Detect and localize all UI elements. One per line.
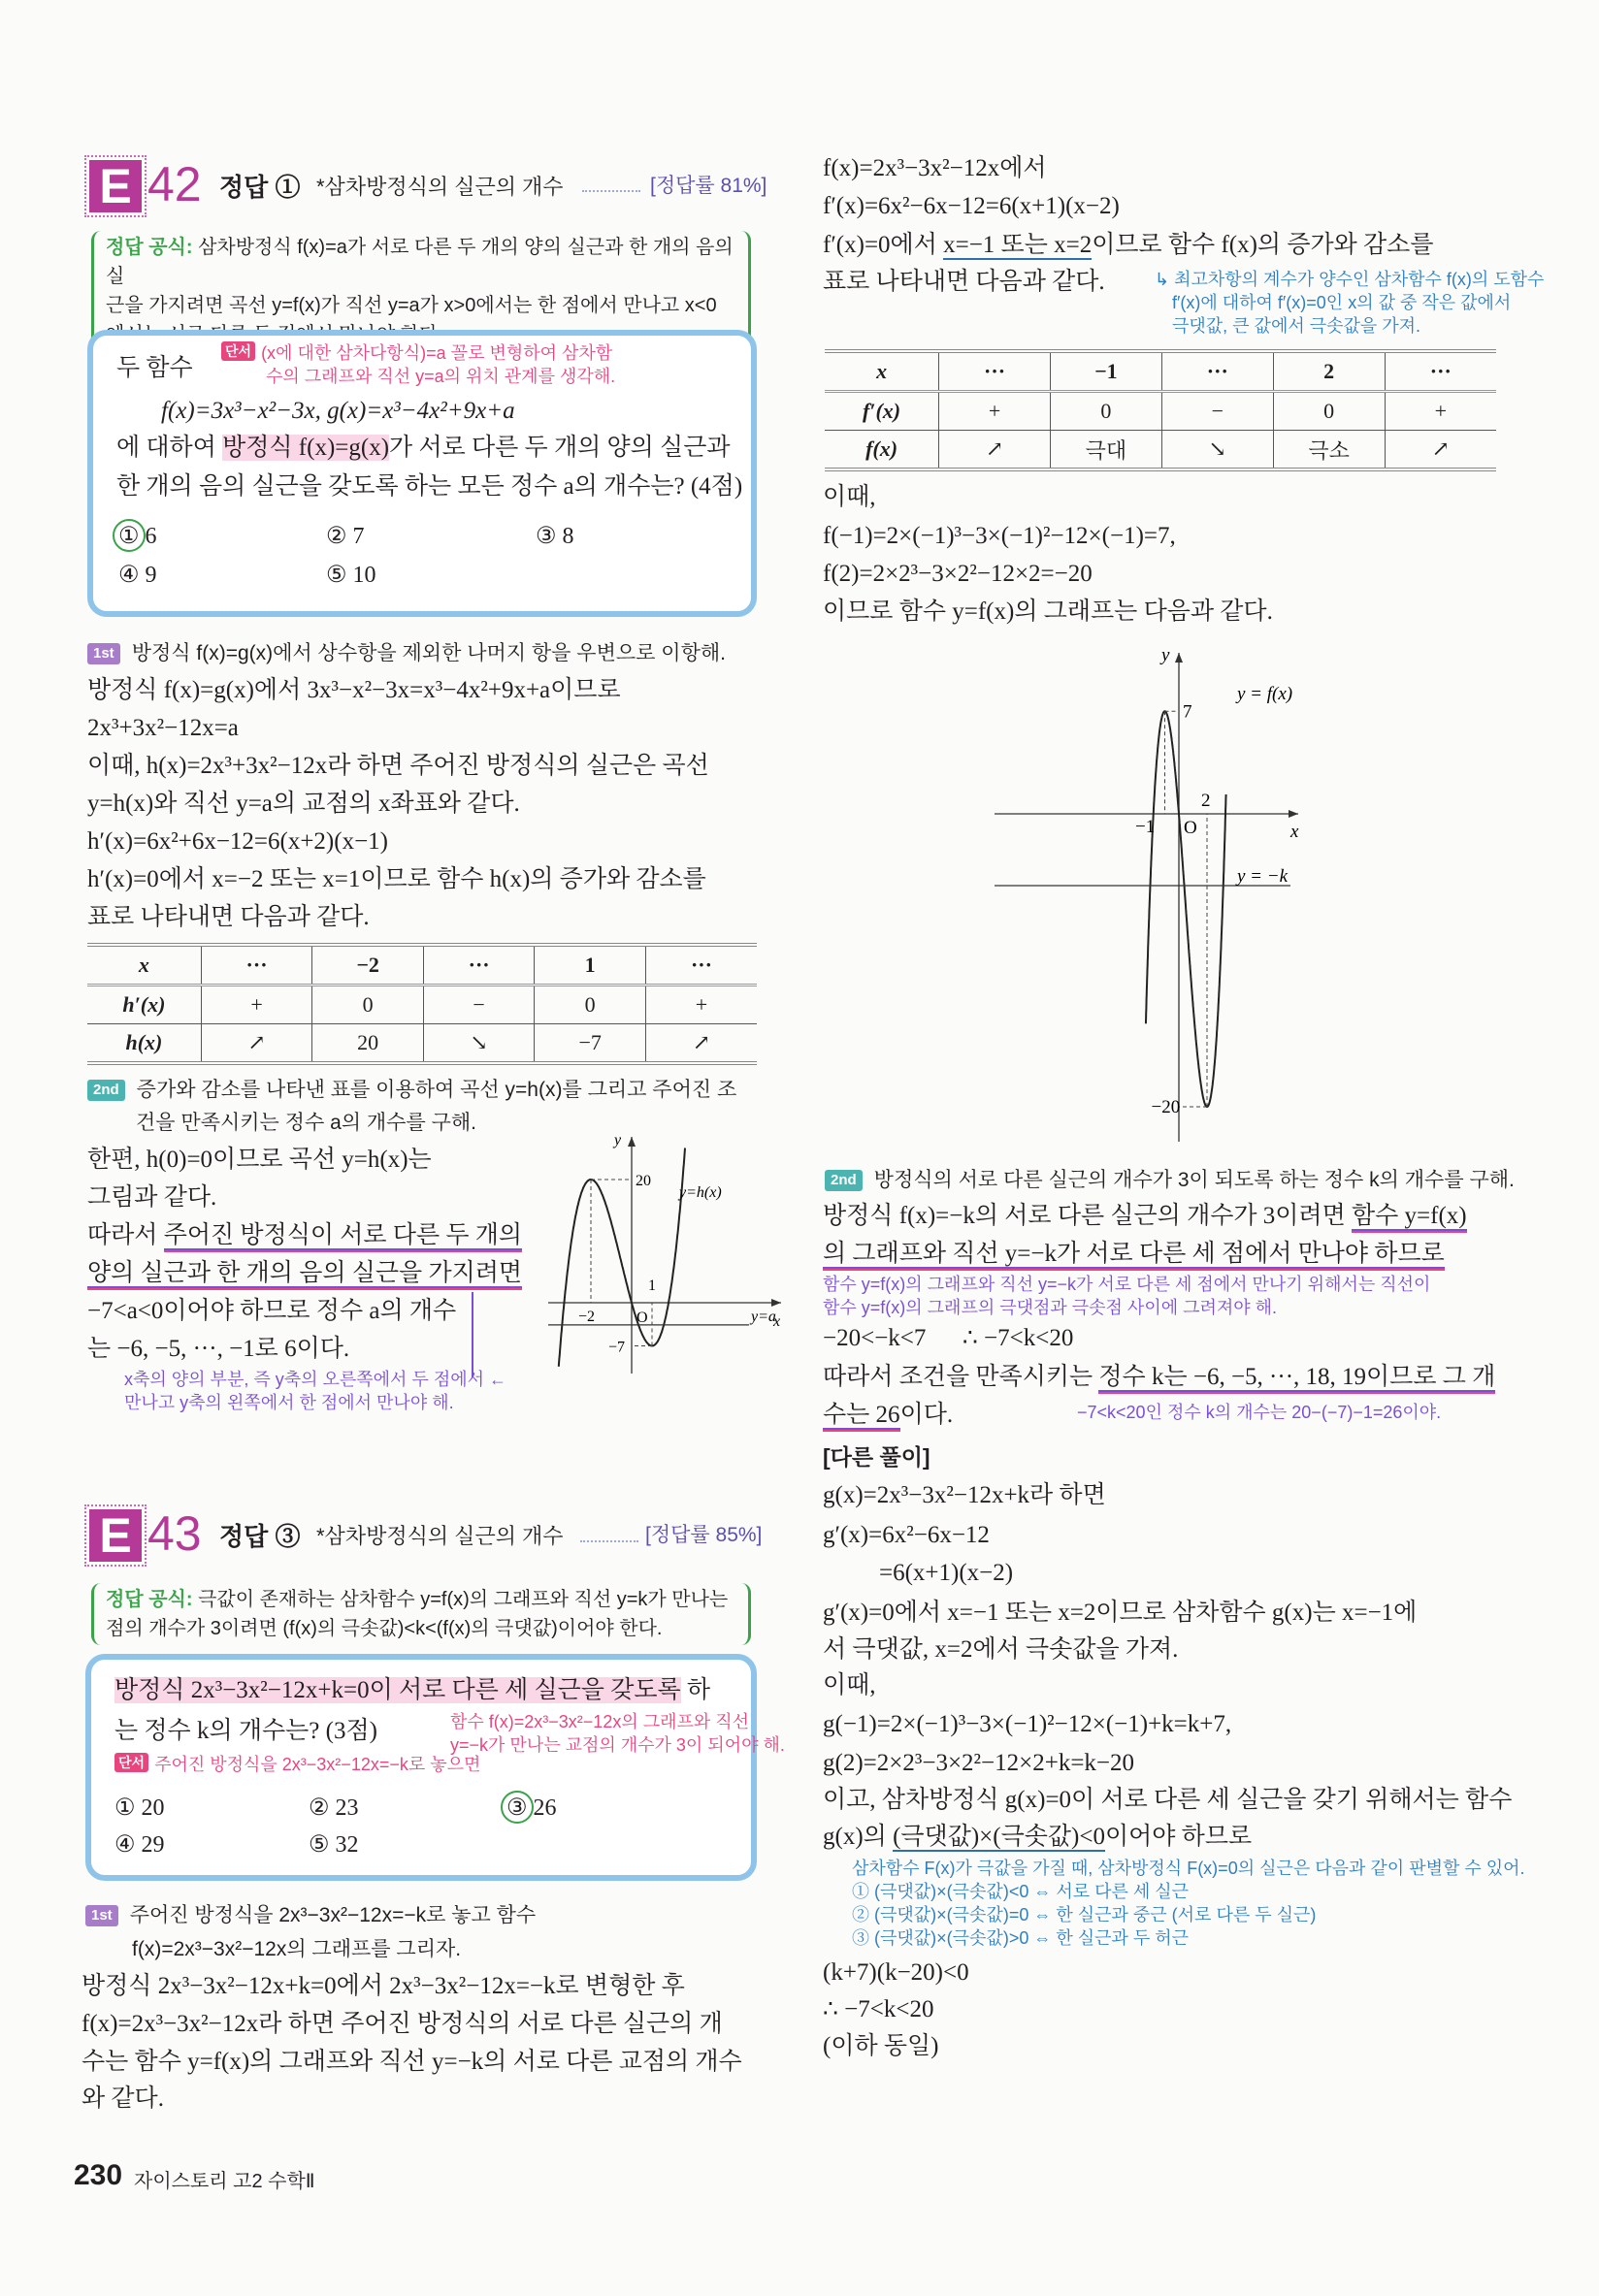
problem-line: 는 정수 k의 개수는? (3점) — [114, 1718, 377, 1744]
q42-variation-table — [87, 943, 757, 1065]
solution-line: y=h(x)와 직선 y=a의 교점의 x좌표와 같다. — [87, 791, 520, 817]
text: 따라서 조건을 만족시키는 — [823, 1364, 1099, 1390]
table-cell: 극대 — [1050, 431, 1161, 470]
book-title: 자이스토리 고2 수학Ⅱ — [134, 2171, 315, 2192]
underlined-text: 의 그래프와 직선 y=−k가 서로 다른 세 점에서 만나야 하므로 — [823, 1241, 1445, 1267]
solution-line — [823, 1201, 1467, 1232]
solution-line — [823, 1239, 1445, 1270]
table-cell: 0 — [1273, 392, 1385, 431]
note-line: f′(x)에 대하여 f′(x)=0인 x의 값 중 작은 값에서 — [1172, 293, 1512, 312]
table-row — [825, 431, 1496, 470]
underlined-text: 정수 k는 −6, −5, ···, 18, 19이므로 그 개 — [1098, 1364, 1496, 1390]
solution-line: 이때, h(x)=2x³+3x²−12x라 하면 주어진 방정식의 실근은 곡선 — [87, 753, 709, 779]
table-cell: f(x) — [865, 437, 898, 461]
solution-line: g(x)=2x³−3x²−12x+k라 하면 — [823, 1482, 1106, 1508]
hint-line: 함수 f(x)=2x³−3x²−12x의 그래프와 직선 — [450, 1712, 750, 1731]
choice-3[interactable]: ③ 8 — [536, 524, 574, 549]
table-cell: −2 — [312, 945, 424, 986]
problem-functions: f(x)=3x³−x²−3x, g(x)=x³−4x²+9x+a — [161, 398, 515, 424]
choice-5[interactable]: ⑤ 32 — [309, 1832, 359, 1858]
choice-1[interactable] — [118, 522, 157, 550]
table-cell: + — [1385, 392, 1496, 431]
q43-formula-box — [91, 1583, 751, 1645]
note-connector — [472, 1292, 473, 1377]
text: f′(x)=0에서 — [823, 232, 944, 258]
function-curve — [1146, 711, 1226, 1107]
solution-line: (이하 동일) — [823, 2033, 939, 2059]
table-cell: ↗ — [201, 1024, 312, 1064]
note-line: 삼차함수 F(x)가 극값을 가질 때, 삼차방정식 F(x)=0의 실근은 다음과 같이 판별할 수 있어. — [852, 1859, 1525, 1878]
solution-line: f(x)=2x³−3x²−12x라 하면 주어진 방정식의 서로 다른 실근의 개 — [82, 2011, 723, 2037]
solution-line: 표로 나타내면 다음과 같다. — [823, 269, 1105, 295]
solution-line: 는 −6, −5, ···, −1로 6이다. — [87, 1336, 350, 1362]
underlined-text: 수는 26 — [823, 1402, 900, 1428]
text: 이다. — [899, 1402, 954, 1428]
table-cell: 0 — [312, 986, 424, 1024]
hint-callout-continued — [450, 1710, 785, 1757]
formula-label: 정답 공식: — [106, 1589, 193, 1610]
min-value-label: −20 — [1151, 1097, 1181, 1117]
q43-number: 43 — [147, 1506, 202, 1561]
table-cell: ··· — [1385, 351, 1496, 392]
q43-topic: *삼차방정식의 실근의 개수 — [316, 1524, 564, 1548]
text: g(x)의 — [823, 1824, 894, 1850]
choice-5[interactable]: ⑤ 10 — [326, 563, 376, 588]
table-cell: h′(x) — [87, 986, 201, 1024]
hint-line: 주어진 방정식을 2x³−3x²−12x=−k로 놓으면 — [154, 1755, 481, 1774]
step-text: 건을 만족시키는 정수 a의 개수를 구해. — [136, 1112, 476, 1134]
table-row — [87, 1024, 757, 1064]
table-cell: − — [1161, 392, 1273, 431]
hint-line: y=−k가 만나는 교점의 개수가 3이 되어야 해. — [450, 1735, 785, 1755]
choice-label: ① 6 — [118, 524, 157, 549]
problem-line: 한 개의 음의 실근을 갖도록 하는 모든 정수 a의 개수는? (4점) — [116, 473, 743, 500]
step-text: 증가와 감소를 나타낸 표를 이용하여 곡선 y=h(x)를 그리고 주어진 조 — [136, 1079, 737, 1101]
text: 따라서 — [87, 1222, 164, 1248]
q42-graph — [543, 1125, 796, 1377]
solution-line — [823, 230, 1433, 261]
q42-badge: E — [89, 160, 142, 212]
solution-line: h′(x)=0에서 x=−2 또는 x=1이므로 함수 h(x)의 증가와 감소를 — [87, 866, 706, 892]
solution-line: f(x)=2x³−3x²−12x에서 — [823, 155, 1047, 181]
underlined-text: (극댓값)×(극솟값)<0 — [893, 1824, 1105, 1850]
step-text: f(x)=2x³−3x²−12x의 그래프를 그리자. — [132, 1938, 462, 1960]
text: 방정식 f(x)=−k의 서로 다른 실근의 개수가 3이려면 — [823, 1203, 1352, 1229]
alt-solution-title: [다른 풀이] — [823, 1444, 930, 1470]
table-cell: + — [645, 986, 757, 1024]
formula-line: 점의 개수가 3이려면 (f(x)의 극솟값)<k<(f(x)의 극댓값)이어야 한다. — [106, 1618, 663, 1639]
solution-line: f(2)=2×2³−3×2²−12×2=−20 — [823, 561, 1093, 587]
note-line: 극댓값, 큰 값에서 극솟값을 가져. — [1172, 316, 1421, 336]
dotted-leader — [582, 190, 640, 192]
side-note — [1155, 268, 1544, 338]
solution-line: 표로 나타내면 다음과 같다. — [87, 904, 370, 930]
underlined-text: 주어진 방정식이 서로 다른 두 개의 — [163, 1222, 523, 1248]
side-note: −7<k<20인 정수 k의 개수는 20−(−7)−1=26이야. — [1077, 1403, 1442, 1422]
line-label: y = −k — [1237, 865, 1289, 887]
solution-line: =6(x+1)(x−2) — [879, 1560, 1014, 1586]
text: 가 서로 다른 두 개의 양의 실근과 — [389, 435, 731, 461]
table-cell: + — [939, 392, 1051, 431]
table-row — [825, 351, 1496, 392]
table-cell: ··· — [1161, 351, 1273, 392]
solution-line: 이때, — [823, 1672, 876, 1698]
step-text: 방정식 f(x)=g(x)에서 상수항을 제외한 나머지 항을 우변으로 이항해. — [131, 642, 726, 664]
table-cell: ··· — [939, 351, 1051, 392]
q43-step2-title — [825, 1164, 1515, 1196]
q43-step1-title — [85, 1899, 536, 1931]
table-row — [87, 945, 757, 986]
q43-answer: 정답 ③ — [219, 1522, 301, 1551]
solution-line: (k+7)(k−20)<0 — [823, 1959, 969, 1986]
note-line: 만나고 y축의 왼쪽에서 한 점에서 만나야 해. — [124, 1393, 454, 1412]
choice-2[interactable]: ② 7 — [326, 524, 365, 549]
q43-rate: [정답률 85%] — [645, 1524, 763, 1546]
highlight: 방정식 2x³−3x²−12x+k=0이 서로 다른 세 실근을 갖도록 — [114, 1677, 681, 1703]
origin-label: O — [1184, 818, 1197, 838]
solution-line: 방정식 f(x)=g(x)에서 3x³−x²−3x=x³−4x²+9x+a이므로 — [87, 677, 621, 703]
min-x-label: 2 — [1201, 791, 1211, 811]
table-cell: 2 — [1273, 351, 1385, 392]
solution-line: −7<a<0이어야 하므로 정수 a의 개수 — [87, 1298, 457, 1324]
y-axis-label: y — [614, 1132, 622, 1148]
formula-line: 삼차방정식 f(x)=a가 서로 다른 두 개의 양의 실근과 한 개의 음의 실 — [106, 237, 734, 287]
formula-line: 근을 가지려면 곡선 y=f(x)가 직선 y=a가 x>0에서는 한 점에서 만나고 x<0 — [106, 295, 717, 316]
note-line: ② (극댓값)×(극솟값)=0 ⇔ 한 실근과 중근 (서로 다른 두 실근) — [852, 1905, 1317, 1924]
q43-graph — [990, 645, 1339, 1149]
table-cell: x — [825, 351, 939, 392]
solution-line: h′(x)=6x²+6x−12=6(x+2)(x−1) — [87, 828, 389, 855]
table-cell: + — [201, 986, 312, 1024]
table-cell: ↘ — [423, 1024, 535, 1064]
curve-label: y=h(x) — [679, 1184, 722, 1201]
solution-line: 와 같다. — [82, 2086, 164, 2112]
min-value-label: −7 — [608, 1339, 626, 1356]
max-value-label: 20 — [636, 1173, 651, 1189]
solution-line: 그림과 같다. — [87, 1184, 217, 1211]
x-arrow-icon — [1289, 810, 1298, 818]
formula-line: 극값이 존재하는 삼차함수 y=f(x)의 그래프와 직선 y=k가 만나는 — [198, 1589, 729, 1610]
side-note — [823, 1273, 1430, 1319]
solution-line — [823, 1822, 1252, 1853]
q42-rate: [정답률 81%] — [650, 175, 767, 197]
note-line: 함수 y=f(x)의 그래프와 직선 y=−k가 서로 다른 세 점에서 만나기 위해서는 직선이 — [823, 1275, 1431, 1294]
text: 이므로 함수 f(x)의 증가와 감소를 — [1092, 232, 1434, 258]
max-x-label: −2 — [578, 1309, 596, 1325]
dotted-leader — [580, 1540, 638, 1542]
solution-line — [823, 1362, 1495, 1393]
problem-line — [114, 1675, 710, 1706]
y-axis-label: y — [1161, 645, 1170, 665]
step-text: 방정식의 서로 다른 실근의 개수가 3이 되도록 하는 정수 k의 개수를 구해. — [873, 1169, 1515, 1191]
underlined-text: 함수 y=f(x) — [1351, 1203, 1467, 1229]
note-line: x축의 양의 부분, 즉 y축의 오른쪽에서 두 점에서 — [124, 1370, 484, 1389]
solution-line — [87, 1220, 522, 1251]
q42-step1-title — [87, 637, 726, 669]
q42-problem-box — [87, 330, 757, 617]
problem-line — [116, 433, 731, 464]
text: 이어야 하므로 — [1104, 1824, 1253, 1850]
choice-2[interactable]: ② 23 — [309, 1795, 359, 1821]
text: 에 대하여 — [116, 435, 223, 461]
table-cell: ↗ — [645, 1024, 757, 1064]
table-cell: ··· — [423, 945, 535, 986]
table-cell: x — [87, 945, 201, 986]
solution-line: −20<−k<7 ∴ −7<k<20 — [823, 1325, 1074, 1351]
table-cell: ··· — [201, 945, 312, 986]
note-line: 함수 y=f(x)의 그래프의 극댓점과 극솟점 사이에 그려져야 해. — [823, 1298, 1278, 1317]
origin-label: O — [636, 1310, 648, 1326]
table-cell: ··· — [645, 945, 757, 986]
table-cell: ↗ — [939, 431, 1051, 470]
solution-line: 2x³+3x²−12x=a — [87, 715, 239, 741]
line-label: y=a — [751, 1308, 776, 1325]
step-badge: 2nd — [825, 1170, 863, 1191]
side-note — [852, 1857, 1525, 1950]
step-badge: 1st — [87, 643, 120, 664]
step-badge: 1st — [85, 1905, 118, 1926]
underlined-text: 양의 실근과 한 개의 음의 실근을 가지려면 — [87, 1260, 523, 1286]
note-line: ③ (극댓값)×(극솟값)>0 ⇔ 한 실근과 두 허근 — [852, 1928, 1190, 1948]
solution-line: f(−1)=2×(−1)³−3×(−1)²−12×(−1)=7, — [823, 523, 1176, 549]
hint-line: 수의 그래프와 직선 y=a의 위치 관계를 생각해. — [266, 367, 616, 386]
x-axis-label: x — [773, 1313, 781, 1330]
q42-step2-title — [87, 1074, 736, 1106]
table-cell: 극소 — [1273, 431, 1385, 470]
solution-line: 서 극댓값, x=2에서 극솟값을 가져. — [823, 1636, 1179, 1663]
step-text: 주어진 방정식을 2x³−3x²−12x=−k로 놓고 함수 — [129, 1904, 537, 1926]
table-cell: 20 — [312, 1024, 424, 1064]
solution-line: g(2)=2×2³−3×2²−12×2+k=k−20 — [823, 1750, 1135, 1776]
y-arrow-icon — [1175, 653, 1183, 663]
hint-tag: 단서 — [221, 341, 255, 361]
hint-tag: 단서 — [114, 1753, 148, 1772]
table-cell: ↘ — [1161, 431, 1273, 470]
choice-1[interactable]: ① 20 — [114, 1795, 165, 1821]
hint-line: (x에 대한 삼차다항식)=a 꼴로 변형하여 삼차함 — [261, 343, 613, 363]
solution-line: 이때, — [823, 484, 876, 510]
table-row — [87, 986, 757, 1024]
solution-line — [823, 1400, 953, 1431]
choice-label: ③ 26 — [506, 1795, 557, 1821]
solution-line: 수는 함수 y=f(x)의 그래프와 직선 y=−k의 서로 다른 교점의 개수 — [82, 2049, 742, 2075]
max-value-label: 7 — [1183, 701, 1192, 723]
solution-line: g′(x)=6x²−6x−12 — [823, 1522, 990, 1548]
table-cell: ↗ — [1385, 431, 1496, 470]
step-badge: 2nd — [87, 1080, 125, 1101]
x-arrow-icon — [771, 1299, 781, 1307]
table-cell: 0 — [1050, 392, 1161, 431]
answer-mark-icon — [113, 519, 146, 552]
table-cell: − — [423, 986, 535, 1024]
solution-line: 이고, 삼차방정식 g(x)=0이 서로 다른 세 실근을 갖기 위해서는 함수 — [823, 1787, 1513, 1813]
q43-badge: E — [89, 1509, 142, 1562]
answer-mark-icon — [501, 1791, 534, 1824]
underlined-text: x=−1 또는 x=2 — [943, 232, 1093, 258]
hint-callout — [221, 341, 615, 388]
formula-label: 정답 공식: — [106, 237, 193, 258]
table-cell: 0 — [535, 986, 646, 1024]
solution-line: 한편, h(0)=0이므로 곡선 y=h(x)는 — [87, 1147, 432, 1173]
solution-line: ∴ −7<k<20 — [823, 1996, 934, 2022]
q42-answer: 정답 ① — [219, 173, 301, 202]
solution-line: f′(x)=6x²−6x−12=6(x+1)(x−2) — [823, 193, 1120, 219]
q42-topic: *삼차방정식의 실근의 개수 — [316, 175, 564, 199]
solution-line: g′(x)=0에서 x=−1 또는 x=2이므로 삼차함수 g(x)는 x=−1에 — [823, 1600, 1418, 1626]
table-cell: −1 — [1050, 351, 1161, 392]
hint-callout — [114, 1753, 480, 1776]
choice-4[interactable]: ④ 29 — [114, 1832, 165, 1858]
table-cell: h(x) — [125, 1030, 163, 1054]
table-cell: f′(x) — [825, 392, 939, 431]
solution-line — [87, 1258, 522, 1289]
y-arrow-icon — [628, 1137, 636, 1147]
q43-problem-box — [85, 1654, 785, 1881]
solution-line: 방정식 2x³−3x²−12x+k=0에서 2x³−3x²−12x=−k로 변형한 후 — [82, 1973, 685, 1999]
note-line: ① (극댓값)×(극솟값)<0 ⇔ 서로 다른 세 실근 — [852, 1882, 1190, 1901]
q43-variation-table — [825, 349, 1496, 471]
table-cell: −7 — [535, 1024, 646, 1064]
note-line: ↳ 최고차항의 계수가 양수인 삼차함수 f(x)의 도함수 — [1155, 270, 1545, 289]
min-x-label: 1 — [648, 1277, 656, 1294]
side-note: x축의 양의 부분, 즉 y축의 오른쪽에서 두 점에서 ← 만나고 y축의 왼쪽에서 한 점에서 만나야 해. — [124, 1370, 507, 1412]
choice-4[interactable]: ④ 9 — [118, 563, 157, 588]
function-curve — [559, 1148, 685, 1367]
solution-line: g(−1)=2×(−1)³−3×(−1)²−12×(−1)+k=k+7, — [823, 1711, 1232, 1737]
text: 하 — [680, 1677, 711, 1703]
max-x-label: −1 — [1135, 817, 1156, 837]
problem-intro: 두 함수 — [116, 355, 193, 381]
q42-number: 42 — [147, 157, 202, 211]
highlight: 방정식 f(x)=g(x) — [222, 435, 390, 461]
choice-3[interactable] — [506, 1794, 557, 1822]
table-row — [825, 392, 1496, 431]
curve-label: y = f(x) — [1237, 684, 1293, 704]
x-axis-label: x — [1290, 822, 1299, 842]
page-number: 230 — [74, 2159, 123, 2191]
solution-line: 이므로 함수 y=f(x)의 그래프는 다음과 같다. — [823, 598, 1273, 625]
table-cell: 1 — [535, 945, 646, 986]
